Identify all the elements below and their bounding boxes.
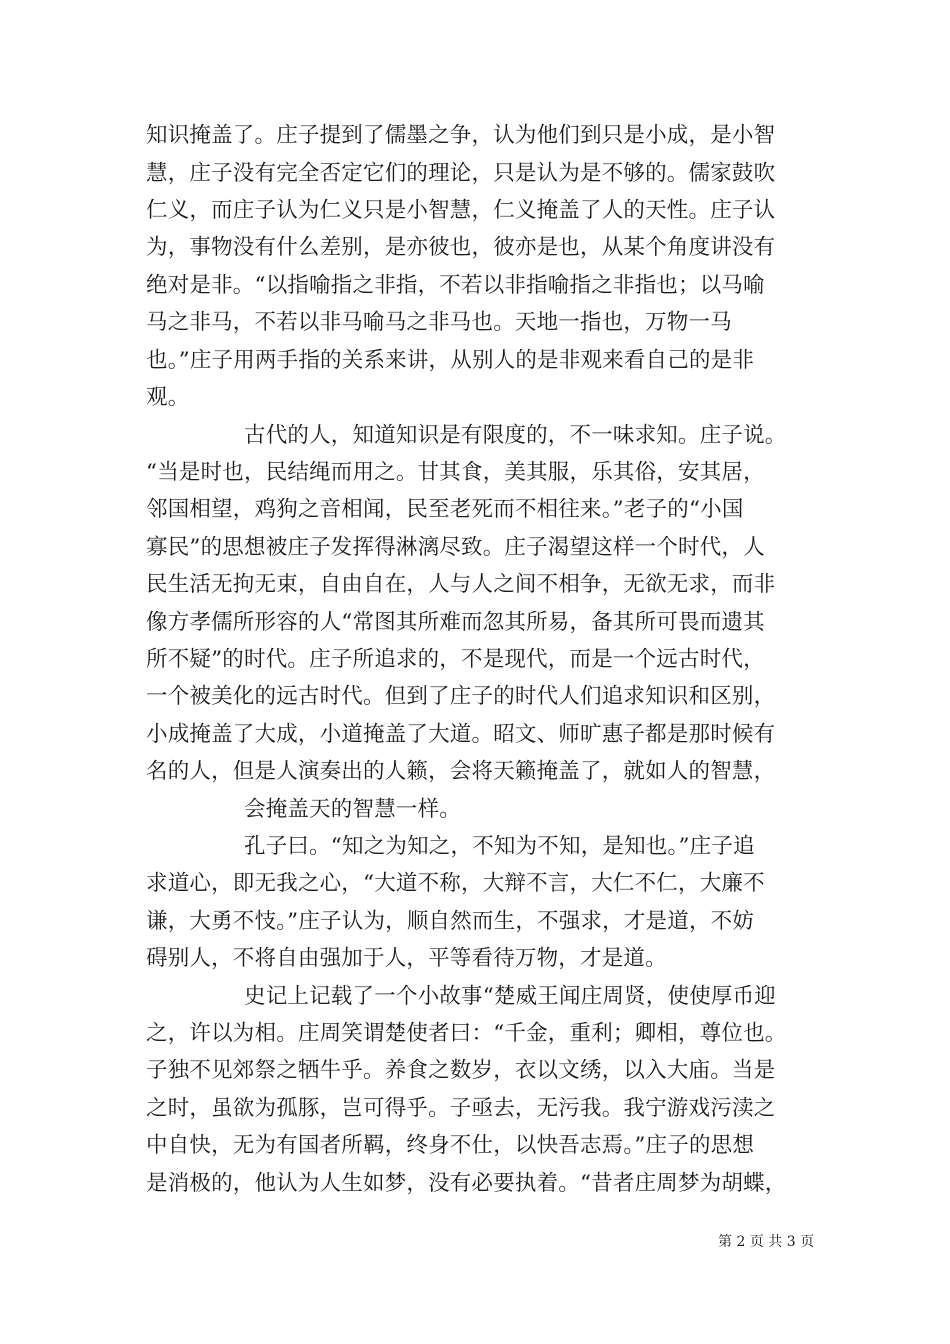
text-line: 小成掩盖了大成，小道掩盖了大道。昭文、师旷惠子都是那时候有 [146,722,776,747]
text-line: 马之非马，不若以非马喻马之非马也。天地一指也，万物一马 [146,310,732,335]
text-line: 像方孝儒所形容的人“常图其所难而忽其所易，备其所可畏而遗其 [146,610,765,635]
text-line: 邻国相望，鸡狗之音相闻，民至老死而不相往来。”老子的“小国 [146,497,744,522]
text-line: 碍别人，不将自由强加于人，平等看待万物，才是道。 [146,946,667,971]
page-number: 第 2 页 共 3 页 [718,1234,815,1250]
text-line: 会掩盖天的智慧一样。 [244,797,462,822]
text-line: 子独不见郊祭之牺牛乎。养食之数岁，衣以文绣，以入大庙。当是 [146,1058,776,1083]
text-line: 仁义，而庄子认为仁义只是小智慧，仁义掩盖了人的天性。庄子认 [146,198,776,223]
text-line: 所不疑”的时代。庄子所追求的，不是现代，而是一个远古时代， [146,647,765,672]
text-line: 一个被美化的远古时代。但到了庄子的时代人们追求知识和区别， [146,684,776,709]
text-line: 观。 [146,385,190,410]
paragraph-start-line: 古代的人，知道知识是有限度的，不一味求知。庄子说。 [244,423,787,448]
text-line: 知识掩盖了。庄子提到了儒墨之争，认为他们到只是小成，是小智 [146,123,776,148]
text-line: 为，事物没有什么差别，是亦彼也，彼亦是也，从某个角度讲没有 [146,235,776,260]
paragraph-start-line: 史记上记载了一个小故事“楚威王闻庄周贤，使使厚币迎 [244,984,776,1009]
text-line: 寡民”的思想被庄子发挥得淋漓尽致。庄子渴望这样一个时代，人 [146,535,765,560]
text-line: 中自快，无为有国者所羁，终身不仕，以快吾志焉。”庄子的思想 [146,1133,755,1158]
text-line: 绝对是非。“以指喻指之非指，不若以非指喻指之非指也；以马喻 [146,273,765,298]
text-line: 求道心，即无我之心，“大道不称，大辩不言，大仁不仁，大廉不 [146,871,765,896]
text-line: 民生活无拘无束，自由自在，人与人之间不相争，无欲无求，而非 [146,572,776,597]
text-line: 是消极的，他认为人生如梦，没有必要执着。“昔者庄周梦为胡蝶， [146,1171,787,1196]
text-line: 之，许以为相。庄周笑谓楚使者曰：“千金，重利；卿相，尊位也。 [146,1021,787,1046]
text-line: “当是时也，民结绳而用之。甘其食，美其服，乐其俗，安其居， [146,460,765,485]
text-line: 之时，虽欲为孤豚，岂可得乎。子亟去，无污我。我宁游戏污渎之 [146,1096,776,1121]
text-line: 也。”庄子用两手指的关系来讲，从别人的是非观来看自己的是非 [146,348,755,373]
text-line: 名的人，但是人演奏出的人籁，会将天籁掩盖了，就如人的智慧， [146,759,776,784]
text-line: 慧，庄子没有完全否定它们的理论，只是认为是不够的。儒家鼓吹 [146,161,776,186]
text-line: 谦，大勇不忮。”庄子认为，顺自然而生，不强求，才是道，不妨 [146,909,755,934]
paragraph-start-line: 孔子曰。“知之为知之，不知为不知，是知也。”庄子追 [244,834,755,859]
